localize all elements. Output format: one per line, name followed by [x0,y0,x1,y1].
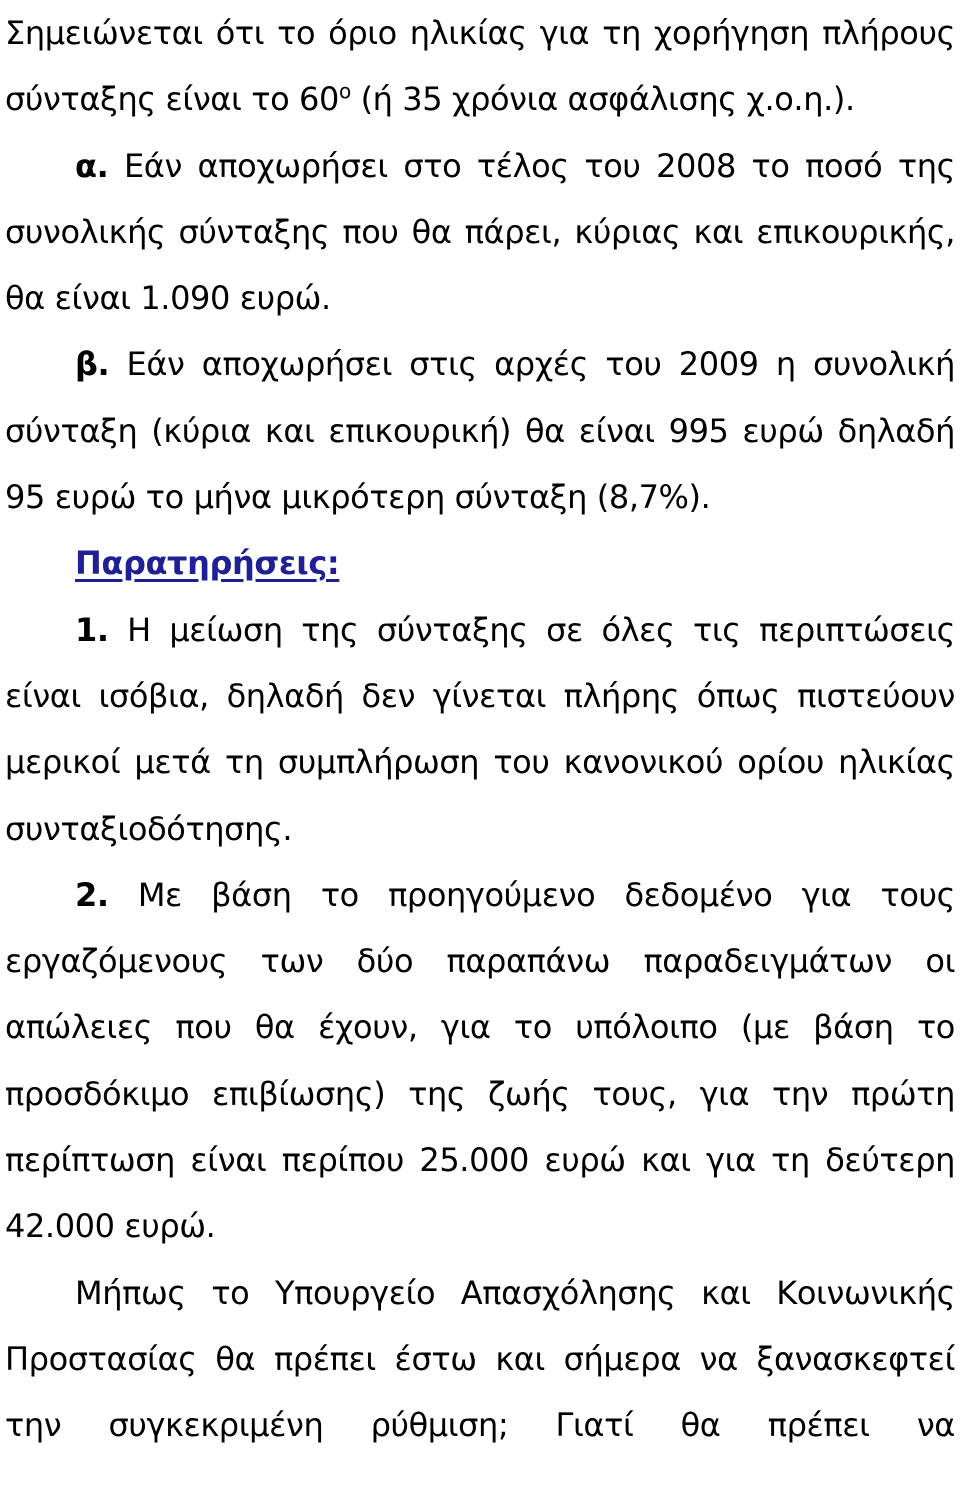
closing-paragraph [5,1260,955,1459]
note-2-label: 2. [75,875,109,914]
intro-text-after: (ή 35 χρόνια ασφάλισης χ.ο.η.). [350,80,855,119]
note-2-paragraph [5,862,955,1260]
note-1-text: Η μείωση της σύνταξης σε όλες τις περιπτώσεις είναι ισόβια, δηλαδή δεν γίνεται πλήρης όπως πιστεύουν μερικοί μετά τη συμπλήρωση του κανονικού ορίου ηλικίας συνταξιοδότησης. [5,610,955,848]
degree-superscript: ο [338,79,351,104]
intro-paragraph [5,0,955,133]
note-1-paragraph [5,597,955,862]
case-b-label: β. [75,345,110,384]
case-b-paragraph [5,331,955,530]
case-a-paragraph [5,133,955,332]
note-2-text: Με βάση το προηγούμενο δεδομένο για τους εργαζόμενους των δύο παραπάνω παραδειγμάτων οι απώλειες που θα έχουν, για το υπόλοιπο (με βάση το προσδόκιμο επιβίωσης) της ζωής τους, για την πρώτη περίπτωση είναι περίπου 25.000 ευρώ και για τη δεύτερη 42.000 ευρώ. [5,875,955,1246]
case-a-label: α. [75,146,109,185]
case-a-text: Εάν αποχωρήσει στο τέλος του 2008 το ποσό της συνολικής σύνταξης που θα πάρει, κύριας και επικουρικής, θα είναι 1.090 ευρώ. [5,146,955,318]
case-b-text: Εάν αποχωρήσει στις αρχές του 2009 η συνολική σύνταξη (κύρια και επικουρική) θα είναι 995 ευρώ δηλαδή 95 ευρώ το μήνα μικρότερη σύνταξη (8,7%). [5,345,955,517]
note-1-label: 1. [75,610,109,649]
observations-heading: Παρατηρήσεις: [75,544,340,583]
document-page [5,0,955,1459]
intro-text-before: Σημειώνεται ότι το όριο ηλικίας για τη χορήγηση πλήρους σύνταξης είναι το 60 [5,14,955,119]
closing-text: Μήπως το Υπουργείο Απασχόλησης και Κοινωνικής Προστασίας θα πρέπει έστω και σήμερα να ξανασκεφτεί την συγκεκριμένη ρύθμιση; Γιατί θα πρέπει να [5,1273,955,1445]
